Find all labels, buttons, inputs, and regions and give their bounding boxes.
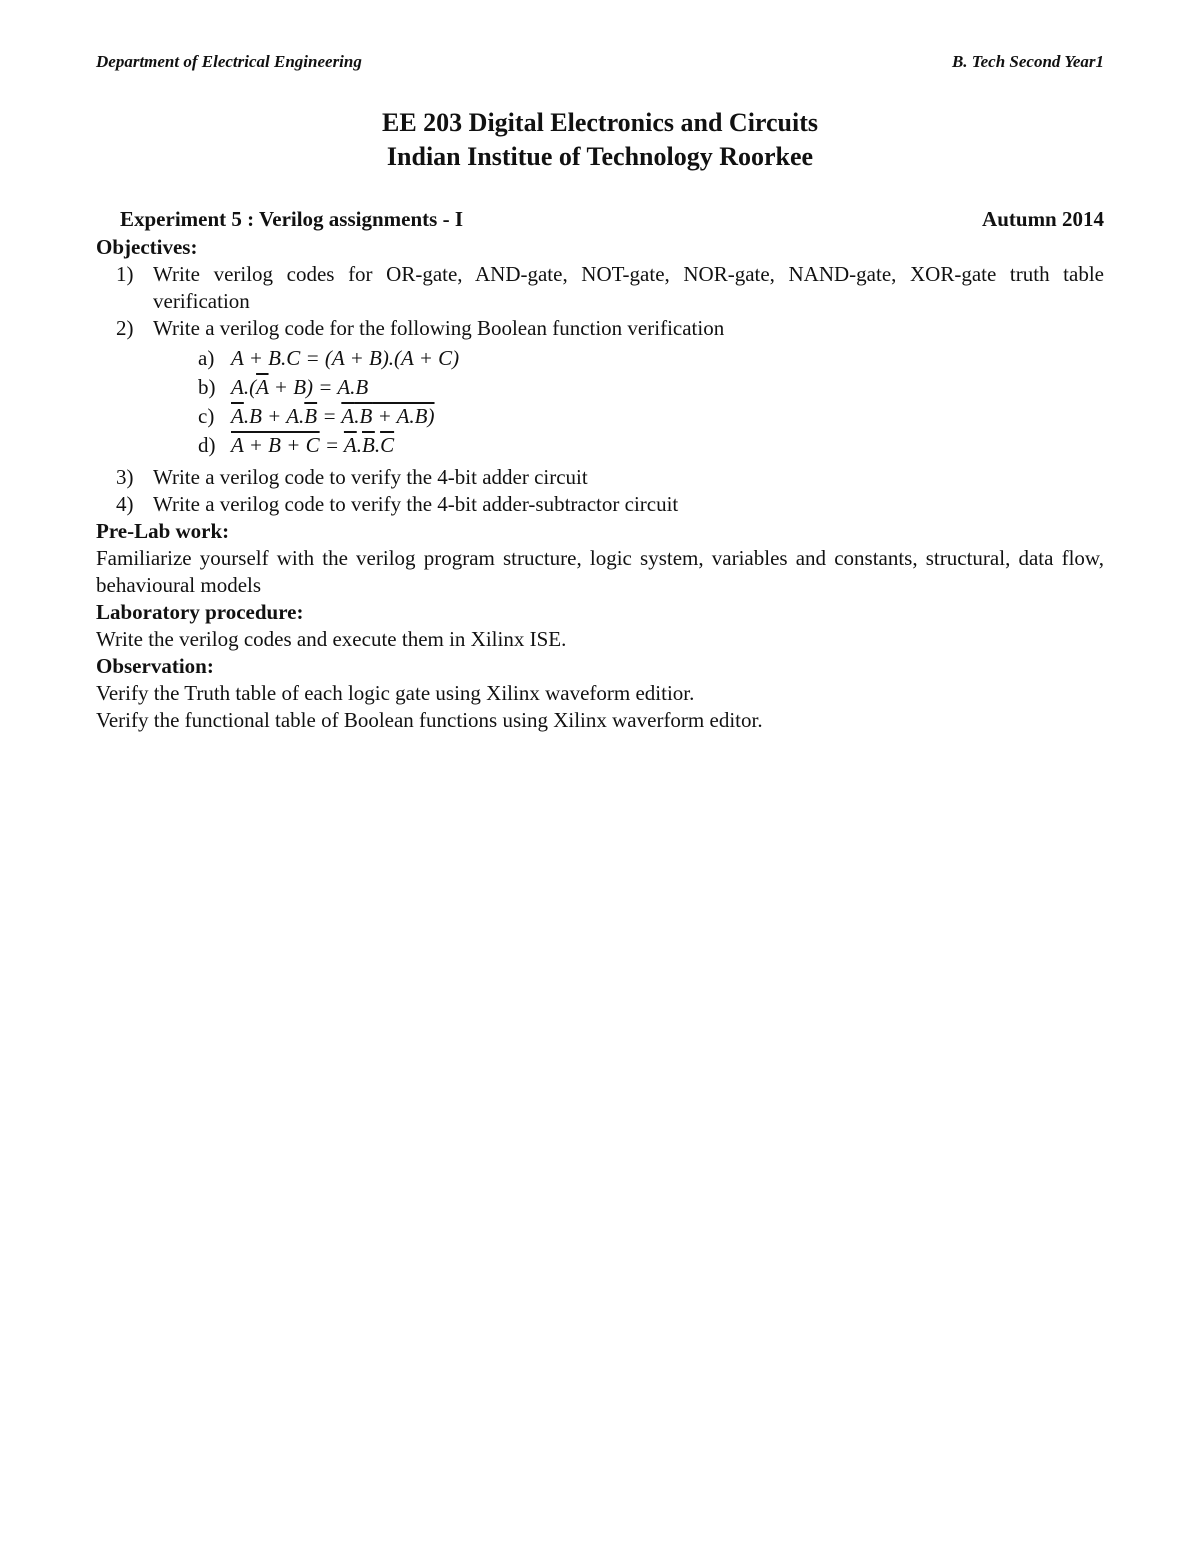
objective-text: Write a verilog code for the following Boolean function verification <box>153 316 725 340</box>
objective-item <box>96 315 1104 460</box>
header-year: B. Tech Second Year1 <box>951 52 1104 71</box>
objective-number: 4) <box>116 492 134 516</box>
boolean-equation: $\overline{A}.B + A.\overline{B} = A.B + A.B$) <box>231 404 435 428</box>
objectives-heading: Objectives: <box>96 235 198 259</box>
procedure-heading: Laboratory procedure: <box>96 600 304 624</box>
boolean-function-item <box>153 373 1104 402</box>
objective-number: 3) <box>116 465 134 489</box>
objective-item <box>96 464 1104 491</box>
objective-number: 1) <box>116 262 134 286</box>
institute-title: Indian Institue of Technology Roorkee <box>386 142 814 171</box>
experiment-row <box>120 207 1104 232</box>
observation-heading: Observation: <box>96 654 214 678</box>
boolean-equation: $A + B + C = \overline{A}.\overline{B}.\overline{C}$ <box>231 433 395 457</box>
observation-line-2: Verify the functional table of Boolean functions using Xilinx waverform editor. <box>96 708 763 732</box>
sub-number: b) <box>198 375 216 399</box>
objective-text: Write verilog codes for OR-gate, AND-gate, NOT-gate, NOR-gate, NAND-gate, XOR-gate truth table verification <box>153 262 1104 313</box>
boolean-function-item <box>153 431 1104 460</box>
objective-number: 2) <box>116 316 134 340</box>
objectives-list <box>96 261 1104 518</box>
document-body <box>96 234 1104 734</box>
observation-line-1: Verify the Truth table of each logic gate using Xilinx waveform editior. <box>96 681 695 705</box>
boolean-function-item <box>153 344 1104 373</box>
sub-number: c) <box>198 404 215 428</box>
boolean-equation: $A.(\overline{A} + B) = A.B$ <box>231 375 369 399</box>
course-title: EE 203 Digital Electronics and Circuits <box>382 108 818 137</box>
procedure-text: Write the verilog codes and execute them in Xilinx ISE. <box>96 627 567 651</box>
header-department: Department of Electrical Engineering <box>96 52 362 71</box>
objective-item <box>96 261 1104 315</box>
experiment-name: Experiment 5 : Verilog assignments - I <box>120 207 463 231</box>
objective-item <box>96 491 1104 518</box>
experiment-term: Autumn 2014 <box>982 207 1104 231</box>
prelab-text: Familiarize yourself with the verilog program structure, logic system, variables and constants, structural, data flow, behavioural models <box>96 546 1104 597</box>
boolean-equation: A + B.C = (A + B).(A + C) <box>231 346 460 370</box>
objective-text: Write a verilog code to verify the 4-bit adder-subtractor circuit <box>153 492 679 516</box>
prelab-heading: Pre-Lab work: <box>96 519 230 543</box>
boolean-function-item <box>153 402 1104 431</box>
sub-number: d) <box>198 433 216 457</box>
sub-number: a) <box>198 346 215 370</box>
objective-text: Write a verilog code to verify the 4-bit adder circuit <box>153 465 588 489</box>
boolean-functions-list <box>153 344 1104 460</box>
